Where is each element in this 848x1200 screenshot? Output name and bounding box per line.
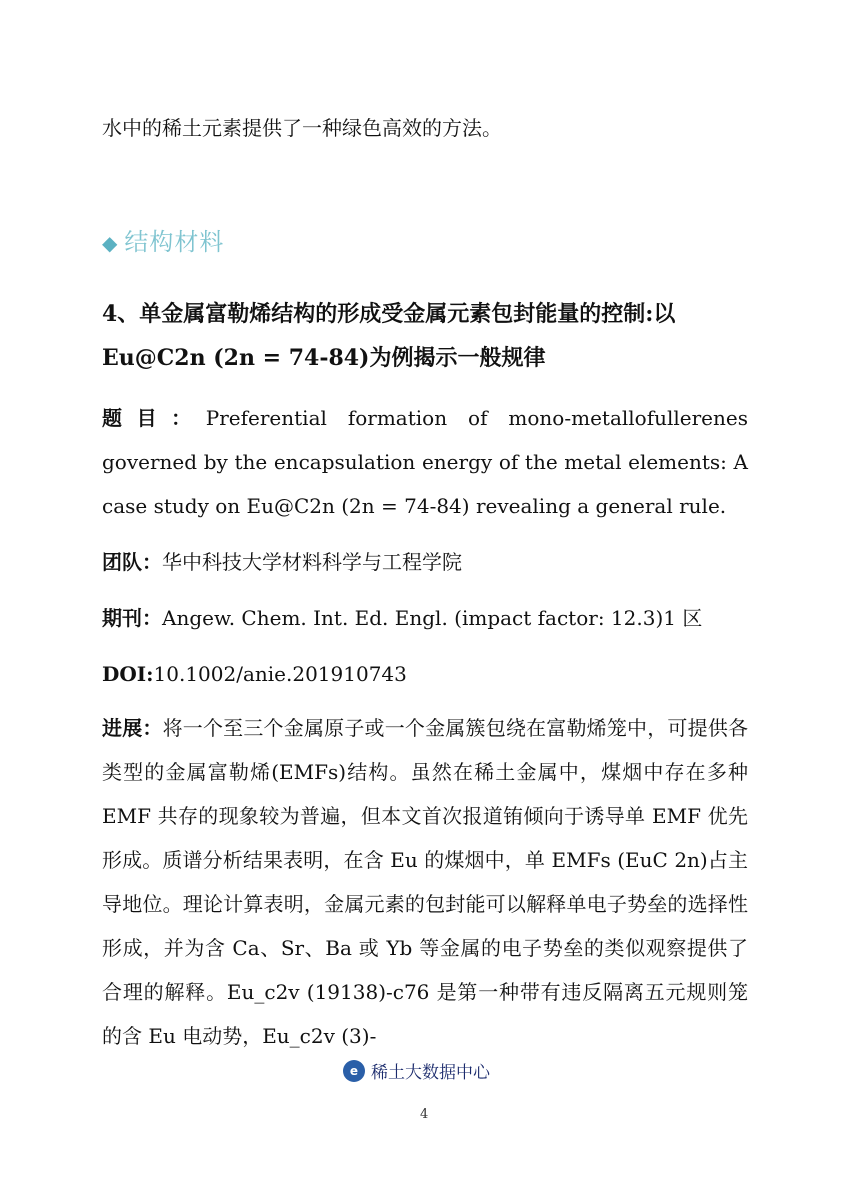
page-number: 4 — [420, 1107, 429, 1122]
doi-line — [102, 652, 748, 696]
journal-line — [102, 596, 748, 640]
diamond-icon: ◆ — [102, 231, 119, 255]
journal-text: Angew. Chem. Int. Ed. Engl. (impact factor: 12.3)1 区 — [162, 606, 703, 630]
topic-text: Preferential formation of mono-metallofullerenes governed by the encapsulation energy of the metal elements: A case study on Eu@C2n (2n = 74-84) revealing a general rule. — [102, 406, 748, 518]
logo-icon: e — [343, 1060, 365, 1082]
doi-label: DOI: — [102, 662, 154, 686]
section-heading — [102, 222, 224, 257]
article-title: 4、单金属富勒烯结构的形成受金属元素包封能量的控制:以Eu@C2n (2n = 74-84)为例揭示一般规律 — [102, 301, 676, 371]
section-label: 结构材料 — [124, 228, 225, 256]
progress-paragraph — [102, 706, 748, 1058]
intro-tail: 水中的稀土元素提供了一种绿色高效的方法。 — [102, 116, 502, 140]
team-line — [102, 540, 748, 584]
footer-logo — [343, 1058, 490, 1083]
team-label: 团队： — [102, 550, 162, 574]
progress-label: 进展： — [102, 716, 163, 740]
doi-text: 10.1002/anie.201910743 — [153, 662, 407, 686]
journal-label: 期刊： — [102, 606, 162, 630]
topic-label: 题目： — [102, 406, 206, 430]
topic-paragraph — [102, 396, 748, 528]
team-text: 华中科技大学材料科学与工程学院 — [162, 550, 462, 574]
footer-logo-text: 稀土大数据中心 — [371, 1063, 490, 1083]
progress-text: 将一个至三个金属原子或一个金属簇包绕在富勒烯笼中，可提供各类型的金属富勒烯(EMFs)结构。虽然在稀土金属中，煤烟中存在多种 EMF 共存的现象较为普遍，但本文首次报道铕倾向于诱导单 EMF 优先形成。质谱分析结果表明，在含 Eu 的煤烟中，单 EMFs (EuC 2n)占主导地位。理论计算表明，金属元素的包封能可以解释单电子势垒的选择性形成，并为含 Ca、Sr、Ba 或 Yb 等金属的电子势垒的类似观察提供了合理的解释。Eu_c2v (19138)-c76 是第一种带有违反隔离五元规则笼的含 Eu 电动势，Eu_c2v (3)- — [102, 716, 749, 1048]
